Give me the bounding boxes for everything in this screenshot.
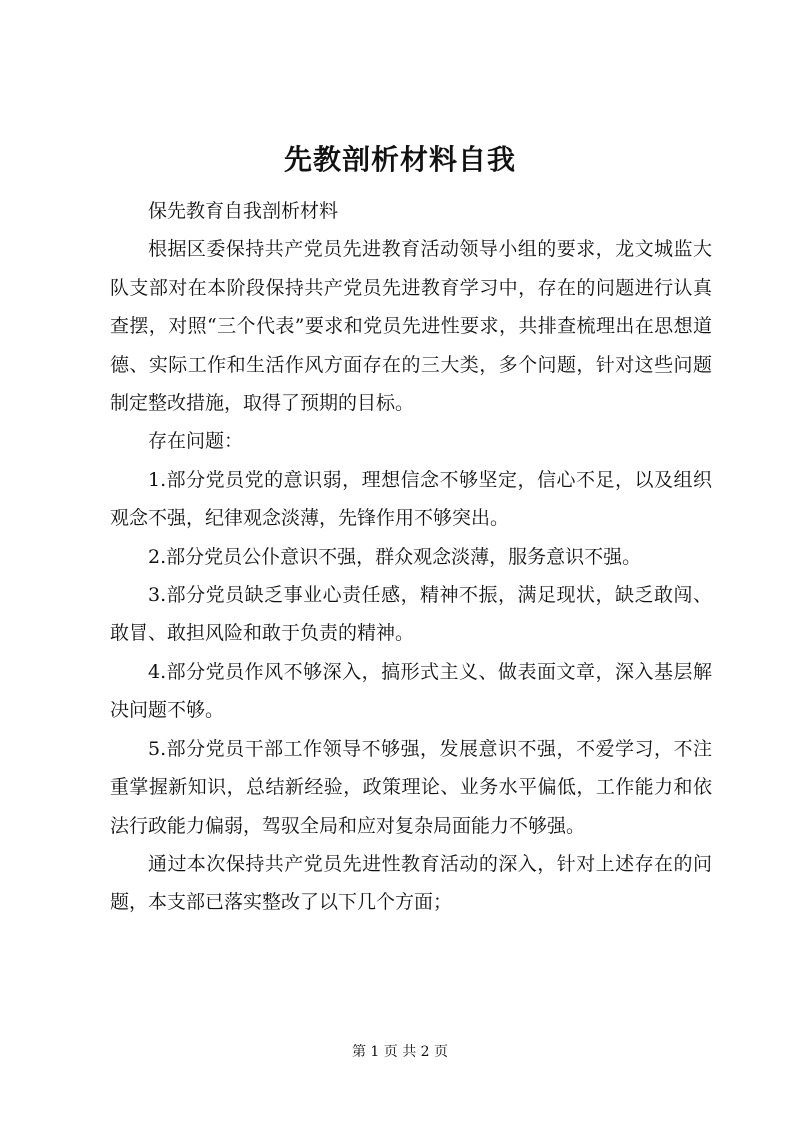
paragraph-problem-5: 5.部分党员干部工作领导不够强，发展意识不强，不爱学习，不注重掌握新知识，总结新经验，政策理论、业务水平偏低，工作能力和依法行政能力偏弱，驾驭全局和应对复杂局面能力不够强。	[110, 737, 712, 837]
paragraph-problem-1: 1.部分党员党的意识弱，理想信念不够坚定，信心不足，以及组织观念不强，纪律观念淡薄，先锋作用不够突出。	[110, 468, 712, 530]
page-footer: 第 1 页 共 2 页	[351, 1044, 449, 1060]
paragraph-intro: 根据区委保持共产党员先进教育活动领导小组的要求，龙文城监大队支部对在本阶段保持共产党员先进教育学习中，存在的问题进行认真查摆，对照“三个代表”要求和党员先进性要求，共排查梳理出在思想道德、实际工作和生活作风方面存在的三大类，多个问题，针对这些问题制定整改措施，取得了预期的目标。	[110, 238, 712, 415]
paragraph-problem-2: 2.部分党员公仆意识不强，群众观念淡薄，服务意识不强。	[148, 545, 642, 568]
document-body	[110, 192, 712, 922]
paragraph-problems-heading: 存在问题：	[148, 430, 244, 453]
paragraph-subtitle: 保先教育自我剖析材料	[148, 200, 339, 222]
paragraph-rectification: 通过本次保持共产党员先进性教育活动的深入，针对上述存在的问题，本支部已落实整改了以下几个方面；	[110, 852, 712, 914]
document-title: 先教剖析材料自我	[283, 143, 516, 176]
paragraph-problem-4: 4.部分党员作风不够深入，搞形式主义、做表面文章，深入基层解决问题不够。	[110, 660, 712, 722]
paragraph-problem-3: 3.部分党员缺乏事业心责任感，精神不振，满足现状，缺乏敢闯、敢冒、敢担风险和敢于负责的精神。	[110, 584, 712, 645]
